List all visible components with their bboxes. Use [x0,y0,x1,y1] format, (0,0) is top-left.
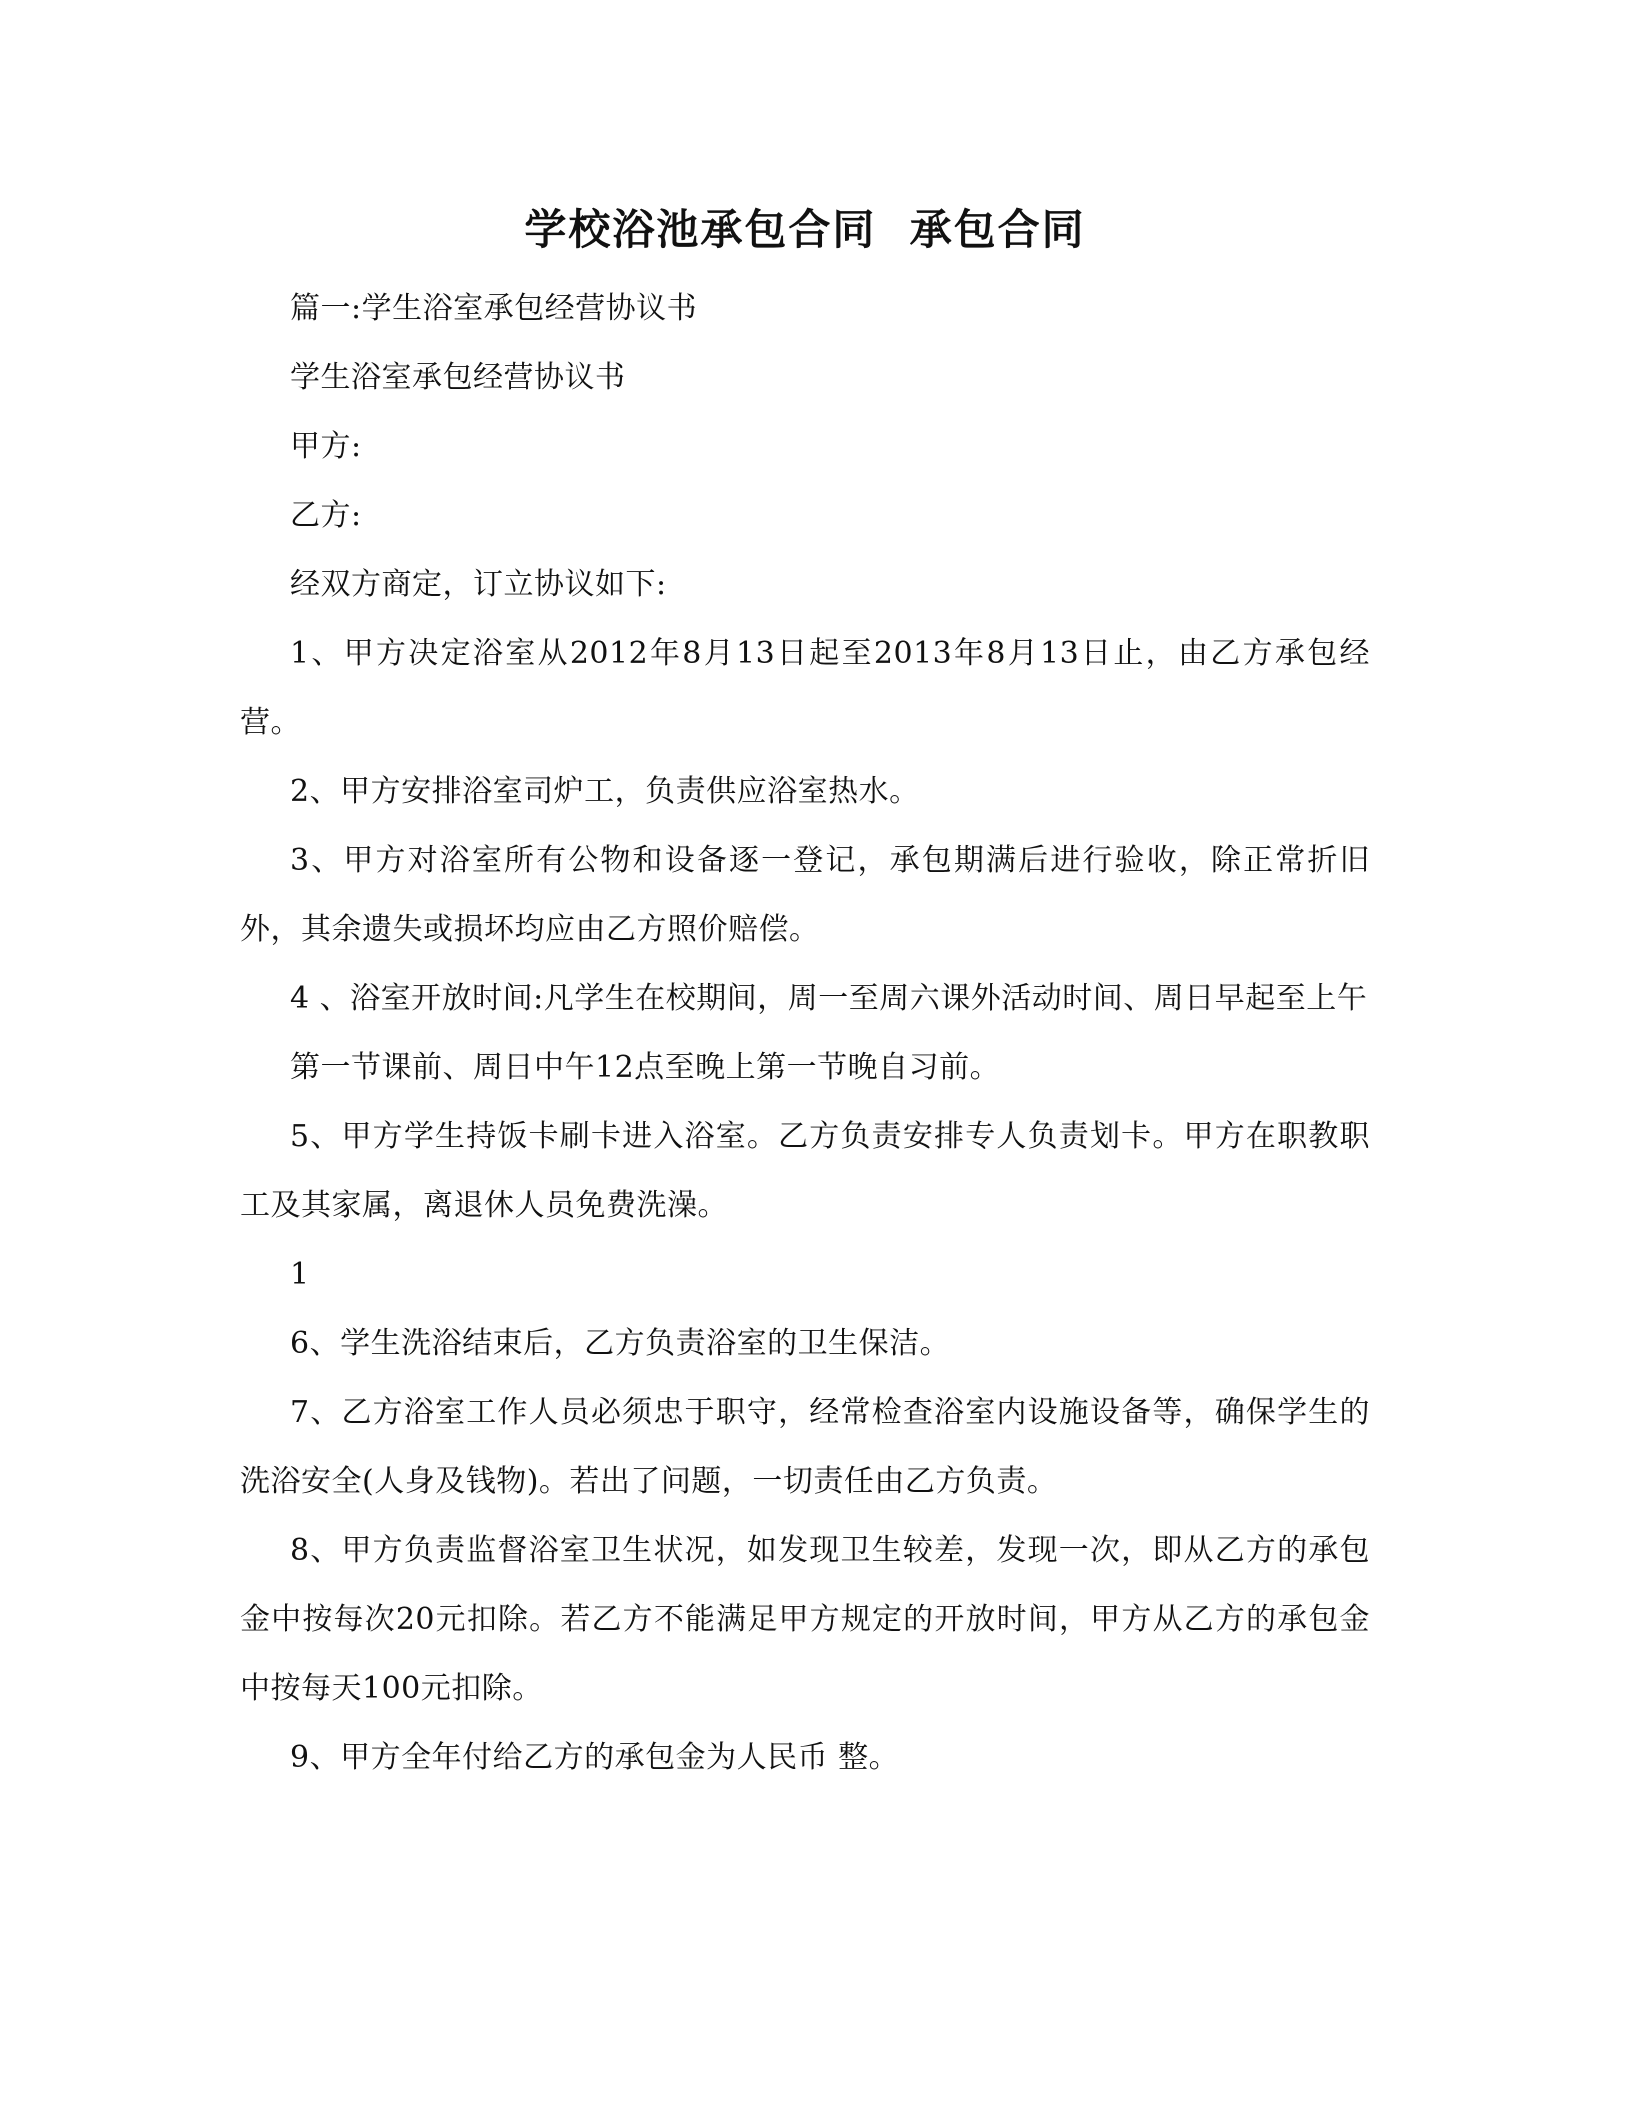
clause-9: 9、甲方全年付给乙方的承包金为人民币 整。 [290,1740,900,1775]
clause-2: 2、甲方安排浴室司炉工，负责供应浴室热水。 [290,774,920,809]
agreement-title: 学生浴室承包经营协议书 [290,360,626,395]
clause-6: 6、学生洗浴结束后，乙方负责浴室的卫生保洁。 [290,1326,951,1361]
clause-3: 3、甲方对浴室所有公物和设备逐一登记，承包期满后进行验收，除正常折旧外，其余遗失或损坏均应由乙方照价赔偿。 [240,843,1370,947]
document-page [240,200,1370,1792]
section-heading: 篇一:学生浴室承包经营协议书 [290,291,698,326]
clause-5: 5、甲方学生持饭卡刷卡进入浴室。乙方负责安排专人负责划卡。甲方在职教职工及其家属，离退休人员免费洗澡。 [240,1119,1370,1223]
clause-8: 8、甲方负责监督浴室卫生状况，如发现卫生较差，发现一次，即从乙方的承包金中按每次20元扣除。若乙方不能满足甲方规定的开放时间，甲方从乙方的承包金中按每天100元扣除。 [240,1533,1370,1706]
clause-1: 1、甲方决定浴室从2012年8月13日起至2013年8月13日止，由乙方承包经营。 [240,636,1370,740]
clause-4: 4 、浴室开放时间:凡学生在校期间，周一至周六课外活动时间、周日早起至上午 [290,981,1368,1016]
clause-7: 7、乙方浴室工作人员必须忠于职守，经常检查浴室内设施设备等，确保学生的洗浴安全(人身及钱物)。若出了问题，一切责任由乙方负责。 [240,1395,1370,1499]
party-a-label: 甲方: [290,429,362,464]
document-title: 学校浴池承包合同 承包合同 [524,205,1086,254]
agreement-intro: 经双方商定，订立协议如下: [290,567,667,602]
page-number: 1 [290,1257,310,1292]
party-b-label: 乙方: [290,498,362,533]
clause-4-continued: 第一节课前、周日中午12点至晚上第一节晚自习前。 [290,1050,1001,1085]
